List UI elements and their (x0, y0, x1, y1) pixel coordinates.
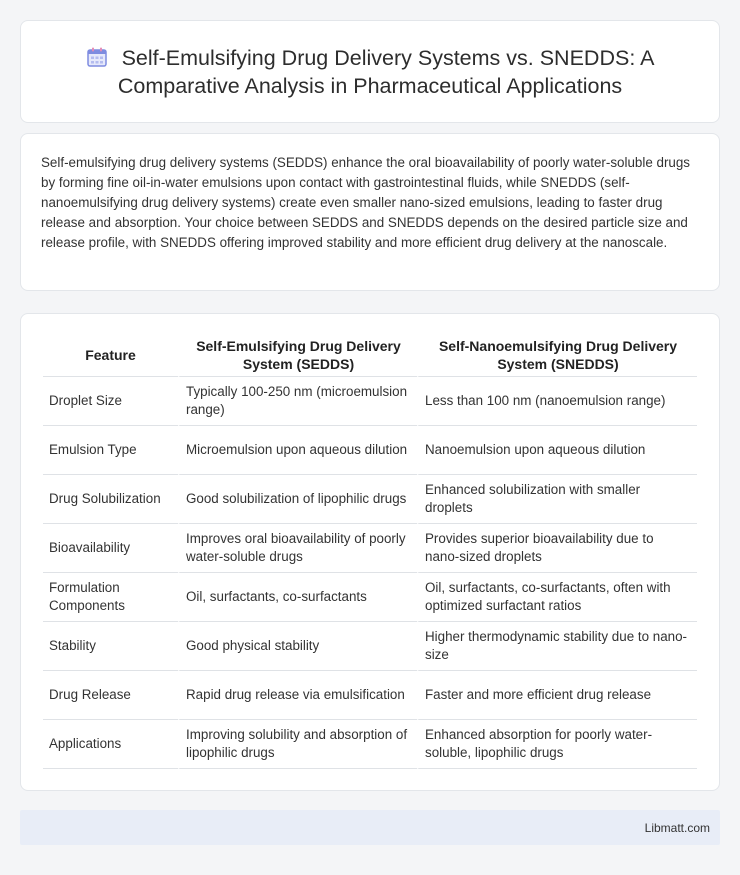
header-sedds: Self-Emulsifying Drug Delivery System (SEDDS) (178, 334, 417, 377)
row-feature: Formulation Components (43, 573, 178, 622)
row-sedds: Oil, surfactants, co-surfactants (178, 573, 417, 622)
row-sedds: Improves oral bioavailability of poorly water-soluble drugs (178, 524, 417, 573)
row-feature: Drug Solubilization (43, 475, 178, 524)
footer (20, 810, 720, 845)
row-snedds: Less than 100 nm (nanoemulsion range) (417, 377, 697, 426)
row-feature: Droplet Size (43, 377, 178, 426)
table-row (43, 622, 697, 671)
row-snedds: Provides superior bioavailability due to nano-sized droplets (417, 524, 697, 573)
table-row (43, 377, 697, 426)
row-snedds: Enhanced solubilization with smaller droplets (417, 475, 697, 524)
comparison-table (43, 334, 697, 769)
row-snedds: Enhanced absorption for poorly water-soluble, lipophilic drugs (417, 720, 697, 769)
table-row (43, 426, 697, 475)
table-row (43, 671, 697, 720)
row-sedds: Good physical stability (178, 622, 417, 671)
comparison-card (20, 313, 720, 791)
row-snedds: Faster and more efficient drug release (417, 671, 697, 720)
row-snedds: Higher thermodynamic stability due to nano-size (417, 622, 697, 671)
row-sedds: Rapid drug release via emulsification (178, 671, 417, 720)
title-card (20, 20, 720, 123)
row-feature: Stability (43, 622, 178, 671)
calendar-icon (86, 46, 108, 68)
table-row (43, 475, 697, 524)
header-snedds: Self-Nanoemulsifying Drug Delivery System (SNEDDS) (417, 334, 697, 377)
footer-site-link[interactable]: Libmatt.com (644, 820, 710, 835)
intro-card (20, 133, 720, 291)
table-header-row (43, 334, 697, 377)
row-sedds: Typically 100-250 nm (microemulsion range) (178, 377, 417, 426)
row-feature: Applications (43, 720, 178, 769)
table-row (43, 573, 697, 622)
row-feature: Emulsion Type (43, 426, 178, 475)
row-feature: Bioavailability (43, 524, 178, 573)
row-sedds: Good solubilization of lipophilic drugs (178, 475, 417, 524)
page-title-text: Self-Emulsifying Drug Delivery Systems vs. SNEDDS: A Comparative Analysis in Pharmaceutical Applications (117, 45, 655, 98)
page-title (51, 44, 689, 100)
intro-paragraph: Self-emulsifying drug delivery systems (SEDDS) enhance the oral bioavailability of poorly water-soluble drugs by forming fine oil-in-water emulsions upon contact with gastrointestinal fluids, while SNEDDS (self-nanoemulsifying drug delivery systems) create even smaller nano-sized emulsions, leading to faster drug release and absorption. Your choice between SEDDS and SNEDDS depends on the desired particle size and release profile, with SNEDDS offering improved stability and more efficient drug delivery at the nanoscale. (41, 155, 690, 250)
row-sedds: Microemulsion upon aqueous dilution (178, 426, 417, 475)
row-snedds: Oil, surfactants, co-surfactants, often with optimized surfactant ratios (417, 573, 697, 622)
header-feature: Feature (43, 334, 178, 377)
row-feature: Drug Release (43, 671, 178, 720)
row-sedds: Improving solubility and absorption of lipophilic drugs (178, 720, 417, 769)
table-row (43, 720, 697, 769)
table-row (43, 524, 697, 573)
row-snedds: Nanoemulsion upon aqueous dilution (417, 426, 697, 475)
